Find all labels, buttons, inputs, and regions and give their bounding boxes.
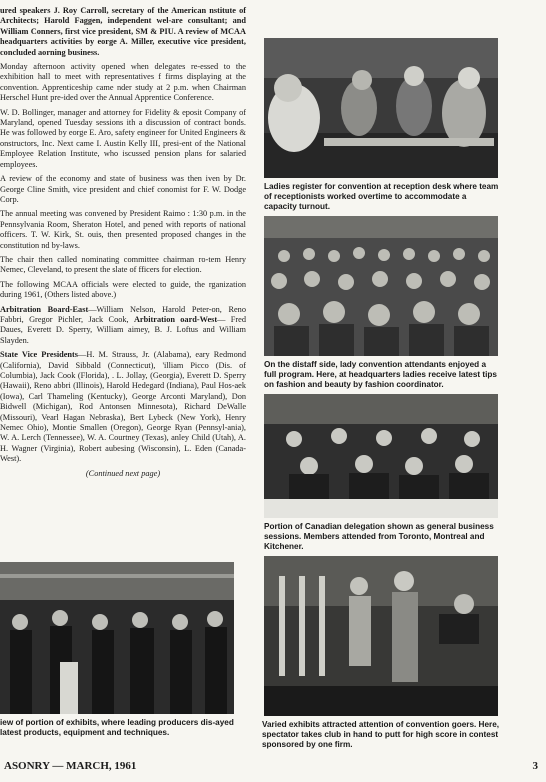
photo-putting-contest bbox=[264, 556, 498, 716]
article-text-column bbox=[0, 6, 246, 479]
article-paragraph: The chair then called nominating committee chairman ro-tem Henry Nemec, Cleveland, to present the slate of fficers for election. bbox=[0, 254, 246, 275]
article-paragraph: W. D. Bollinger, manager and attorney for Fidelity & eposit Company of Maryland, opened Tuesday sessions ith a discussion of contract bonds. He was followed by eorge E. Aro, safety engineer for United Engineers & onstructors, Inc. Next came I. Austin Kelly III, presi-ent of the National Employee Relation Institute, who iscussed pension plans for salaried employees. bbox=[0, 107, 246, 169]
photo-caption: Ladies register for convention at reception desk where team of receptionists worked overtime to accommodate a capacity turnout. bbox=[264, 182, 499, 211]
section-label: Arbitration Board-East bbox=[0, 304, 89, 314]
photo-exhibits-hall bbox=[0, 562, 234, 714]
continued-note: (Continued next page) bbox=[85, 468, 161, 478]
photo-caption: Portion of Canadian delegation shown as general business sessions. Members attended from Toronto, Montreal and Kitchener. bbox=[264, 522, 494, 551]
section-label: Arbitration oard-West bbox=[133, 314, 218, 324]
photo-canadian-delegation bbox=[264, 394, 498, 518]
photo-ladies-audience bbox=[264, 216, 498, 356]
inline-text: —H. M. Strauss, Jr. (Alabama), eary Redmond (California), David Sibbald (Connecticut), 'illiam Picco (Dis. of Columbia), Jack Cook (Florida), . L. Jollay, (Georgia), Everett D. Sperry (Hawaii), Reno abbri (Illinois), Harold Hedegard (Indiana), Paul Hos-aek (Iowa), Carl Thameling (Kentucky), George Arconti Maryland), Don Bidwell (Michigan), Rod Antonsen Minnesota), Richard DeWalle (Missouri), Vearl Hagan Nebraska), Bert Lybeck (New York), Henry Nemec Ohio), Montie Smallen (Oregon), George Ryan (Pennsyl-ania), W. A. Lerch (Tennessee), W. A. Courtney (Texas), anley Child (Utah), A. H. Wagner (Virginia), Robert aubesing (Wisconsin), L. Eden (Canada-West). bbox=[0, 350, 247, 464]
article-paragraph: The following MCAA officials were elected to guide, the rganization during 1961, (Others listed above.) bbox=[0, 279, 246, 300]
article-paragraph: Monday afternoon activity opened when delegates re-essed to the exhibition hall to meet with representatives f firms displaying at the convention. Apprenticeship came nder study at 2 p.m. when Chairman Herschel Hunt pre-ided over the Annual Apprentice Conference. bbox=[0, 62, 246, 103]
photo-caption: iew of portion of exhibits, where leading producers dis-ayed latest products, equipment and techniques. bbox=[0, 718, 234, 737]
page-number: 3 bbox=[532, 760, 538, 772]
photo-caption: On the distaff side, lady convention attendants enjoyed a full program. Here, at headquarters ladies receive latest tips on fashion and beauty by fashion coordinator. bbox=[264, 360, 497, 389]
photo-reception-desk bbox=[264, 38, 498, 178]
article-paragraph: A review of the economy and state of business was then iven by Dr. George Cline Smith, vice president and chief conomist for F. W. Dodge Corp. bbox=[0, 174, 246, 204]
article-paragraph bbox=[0, 350, 246, 464]
article-paragraph: ured speakers J. Roy Carroll, secretary of the American nstitute of Architects; Harold Faggen, independent wel-are consultant; and William Conners, first vice president, SM & PIU. A review of MCAA headquarters activities by eorge A. Miller, executive vice president, concluded aorning business. bbox=[0, 6, 246, 57]
inline-text: —William Nelson, Harold Peter-on, Reno Fabbri, Gregor Pichler, Jack Cook, bbox=[0, 304, 246, 324]
photo-caption: Varied exhibits attracted attention of convention goers. Here, spectator takes club in hand to putt for high score in contest sponsored by one firm. bbox=[262, 720, 500, 749]
section-label: State Vice Presidents bbox=[0, 350, 79, 360]
publication-date: ASONRY — MARCH, 1961 bbox=[4, 760, 137, 772]
inline-text: — Fred Daues, Everett D. Sperry, William aimey, B. J. Loftus and William Slayden. bbox=[0, 314, 246, 345]
article-paragraph: The annual meeting was convened by President Raimo : 1:30 p.m. in the Pennsylvania Room, Sheraton Hotel, and pened with reports of national officers. T. W. Kirk, St. ouis, then presented proposed changes in the constitution nd by-laws. bbox=[0, 209, 246, 250]
article-paragraph bbox=[0, 305, 246, 347]
